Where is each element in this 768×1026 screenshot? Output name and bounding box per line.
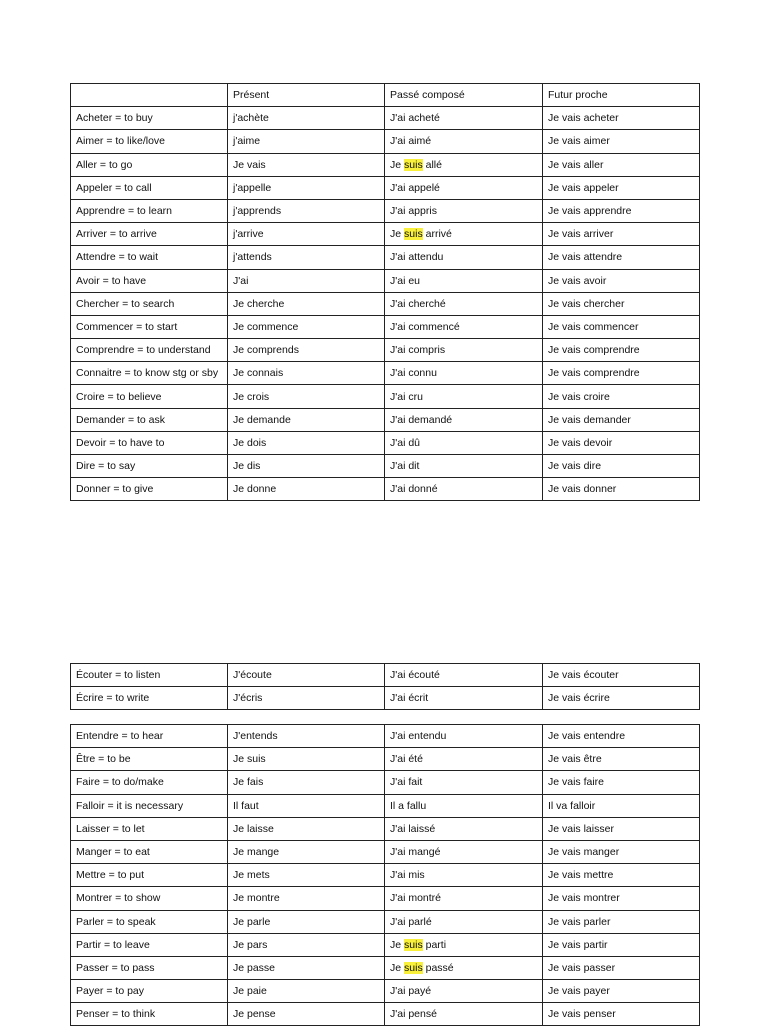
table-cell: J'ai pensé [385, 1003, 543, 1026]
table-cell: Je vais devoir [543, 431, 700, 454]
verb-table-2-body [71, 664, 700, 710]
table-row [71, 794, 700, 817]
table-cell: j'arrive [228, 223, 385, 246]
cell-text: parti [422, 938, 447, 951]
table-cell: J'ai [228, 269, 385, 292]
cell-text: allé [422, 158, 442, 171]
table-cell: Il va falloir [543, 794, 700, 817]
cell-text: Je [390, 228, 405, 241]
table-row [71, 385, 700, 408]
table-row [71, 130, 700, 153]
table-cell: Mettre = to put [71, 864, 228, 887]
table-cell: Je pense [228, 1003, 385, 1026]
table-cell: Je vais penser [543, 1003, 700, 1026]
table-cell: Dire = to say [71, 455, 228, 478]
table-cell: Je vais être [543, 748, 700, 771]
table-row [71, 431, 700, 454]
table-cell: Je paie [228, 980, 385, 1003]
table-cell: J'ai appelé [385, 176, 543, 199]
table-row [71, 956, 700, 979]
highlighted-text: suis [404, 938, 423, 951]
table-row [71, 817, 700, 840]
table-row [71, 455, 700, 478]
table-cell: Je vais attendre [543, 246, 700, 269]
verb-table-2 [70, 663, 700, 710]
table-cell: J'ai appris [385, 199, 543, 222]
table-cell: J'ai écouté [385, 664, 543, 687]
table-row [71, 199, 700, 222]
table-cell: Je vais aller [543, 153, 700, 176]
table-cell: Je comprends [228, 339, 385, 362]
table-cell: J'ai écrit [385, 687, 543, 710]
table-cell: J'ai mangé [385, 840, 543, 863]
table-row [71, 887, 700, 910]
table-row [71, 153, 700, 176]
table-row [71, 864, 700, 887]
table-cell: Je vais commencer [543, 315, 700, 338]
table-cell: Je fais [228, 771, 385, 794]
table-cell: J'ai entendu [385, 725, 543, 748]
table-cell: j'achète [228, 107, 385, 130]
table-cell: Je vais mettre [543, 864, 700, 887]
table-cell: Je vais demander [543, 408, 700, 431]
cell-text: Je [390, 938, 405, 951]
table-cell: Je vais [228, 153, 385, 176]
cell-text: Je [390, 158, 405, 171]
table-row [71, 246, 700, 269]
table-cell: Je vais arriver [543, 223, 700, 246]
highlighted-text: suis [404, 158, 423, 171]
table-cell: Payer = to pay [71, 980, 228, 1003]
table-cell: J'ai attendu [385, 246, 543, 269]
table-row [71, 771, 700, 794]
table-row [71, 840, 700, 863]
table-row [71, 176, 700, 199]
table-cell: Je vais faire [543, 771, 700, 794]
table-cell: J'ai parlé [385, 910, 543, 933]
verb-table-3 [70, 724, 700, 1026]
table-cell: J'ai montré [385, 887, 543, 910]
table-cell: J'ai commencé [385, 315, 543, 338]
table-cell: Je vais laisser [543, 817, 700, 840]
table-cell: Laisser = to let [71, 817, 228, 840]
table-cell: Je vais parler [543, 910, 700, 933]
table-cell: Je montre [228, 887, 385, 910]
table-row [71, 478, 700, 501]
table-row [71, 408, 700, 431]
highlighted-text: suis [404, 228, 423, 241]
table-cell: Falloir = it is necessary [71, 794, 228, 817]
table-cell: J'entends [228, 725, 385, 748]
table-cell: J'ai payé [385, 980, 543, 1003]
table-cell: Aller = to go [71, 153, 228, 176]
table-cell: Je donne [228, 478, 385, 501]
table-cell: Je suis [228, 748, 385, 771]
table-cell: Je vais croire [543, 385, 700, 408]
table-row [71, 339, 700, 362]
table-cell: Je crois [228, 385, 385, 408]
table-cell: Je vais écrire [543, 687, 700, 710]
table-cell: J'ai compris [385, 339, 543, 362]
table-cell: Je vais payer [543, 980, 700, 1003]
table-cell: Partir = to leave [71, 933, 228, 956]
table-cell: Je cherche [228, 292, 385, 315]
table-cell: Apprendre = to learn [71, 199, 228, 222]
table-cell: Faire = to do/make [71, 771, 228, 794]
header-row [71, 84, 700, 107]
table-row [71, 107, 700, 130]
table-cell: Je mange [228, 840, 385, 863]
table-cell: J'ai été [385, 748, 543, 771]
table-cell: Je vais avoir [543, 269, 700, 292]
table-row [71, 933, 700, 956]
table-cell: Je vais comprendre [543, 339, 700, 362]
table-cell: Montrer = to show [71, 887, 228, 910]
table-cell: J'ai donné [385, 478, 543, 501]
table-cell: Écrire = to write [71, 687, 228, 710]
table-cell: Il a fallu [385, 794, 543, 817]
table-cell: Avoir = to have [71, 269, 228, 292]
table-cell: Chercher = to search [71, 292, 228, 315]
table-cell: J'écoute [228, 664, 385, 687]
table-cell: Croire = to believe [71, 385, 228, 408]
table-cell: Je passe [228, 956, 385, 979]
table-cell: j'aime [228, 130, 385, 153]
cell-text: Je [390, 961, 405, 974]
table-cell: J'ai acheté [385, 107, 543, 130]
table-row [71, 725, 700, 748]
table-cell: J'ai connu [385, 362, 543, 385]
table-cell: Je commence [228, 315, 385, 338]
table-cell: Je vais donner [543, 478, 700, 501]
table-cell: J'ai cherché [385, 292, 543, 315]
table-cell: Je vais appeler [543, 176, 700, 199]
table-row [71, 748, 700, 771]
table-cell: Demander = to ask [71, 408, 228, 431]
table-row [71, 980, 700, 1003]
cell-text: passé [422, 961, 454, 974]
table-cell: Je parle [228, 910, 385, 933]
table-cell: Je vais écouter [543, 664, 700, 687]
table-row [71, 315, 700, 338]
table-cell: Je vais partir [543, 933, 700, 956]
table-cell: J'ai demandé [385, 408, 543, 431]
table-cell: Je dis [228, 455, 385, 478]
table-cell: Aimer = to like/love [71, 130, 228, 153]
table-cell: Je vais montrer [543, 887, 700, 910]
table-cell: Passer = to pass [71, 956, 228, 979]
table-cell: Présent [228, 84, 385, 107]
table-cell: Attendre = to wait [71, 246, 228, 269]
table-cell: J'ai dit [385, 455, 543, 478]
table-cell: Je demande [228, 408, 385, 431]
table-cell: J'ai mis [385, 864, 543, 887]
table-cell [385, 153, 543, 176]
table-cell: Je vais comprendre [543, 362, 700, 385]
table-cell: Penser = to think [71, 1003, 228, 1026]
table-row [71, 269, 700, 292]
table-cell: Passé composé [385, 84, 543, 107]
highlighted-text: suis [404, 961, 423, 974]
table-cell: Il faut [228, 794, 385, 817]
table-cell: Je vais entendre [543, 725, 700, 748]
table-cell: Je pars [228, 933, 385, 956]
table-cell: Devoir = to have to [71, 431, 228, 454]
table-cell: Je vais chercher [543, 292, 700, 315]
table-cell [71, 84, 228, 107]
table-cell: Donner = to give [71, 478, 228, 501]
table-row [71, 910, 700, 933]
table-cell: Je mets [228, 864, 385, 887]
verb-table-1-body [71, 84, 700, 501]
table-cell: j'attends [228, 246, 385, 269]
table-cell: Entendre = to hear [71, 725, 228, 748]
table-cell: J'écris [228, 687, 385, 710]
table-cell: Je vais manger [543, 840, 700, 863]
table-cell: J'ai eu [385, 269, 543, 292]
table-cell: Connaitre = to know stg or sby [71, 362, 228, 385]
table-cell: Acheter = to buy [71, 107, 228, 130]
cell-text: arrivé [422, 228, 452, 241]
table-cell: Futur proche [543, 84, 700, 107]
table-cell: Je vais acheter [543, 107, 700, 130]
table-cell: Comprendre = to understand [71, 339, 228, 362]
table-row [71, 223, 700, 246]
table-cell: j'apprends [228, 199, 385, 222]
table-cell: Je dois [228, 431, 385, 454]
table-cell: J'ai aimé [385, 130, 543, 153]
table-cell: Écouter = to listen [71, 664, 228, 687]
table-cell: Appeler = to call [71, 176, 228, 199]
table-cell: Je vais dire [543, 455, 700, 478]
table-row [71, 362, 700, 385]
table-cell: J'ai laissé [385, 817, 543, 840]
table-cell: Je connais [228, 362, 385, 385]
table-cell: Je vais apprendre [543, 199, 700, 222]
table-cell: Arriver = to arrive [71, 223, 228, 246]
table-cell: J'ai cru [385, 385, 543, 408]
verb-table-1 [70, 83, 700, 501]
table-cell [385, 956, 543, 979]
table-cell [385, 223, 543, 246]
table-cell: Parler = to speak [71, 910, 228, 933]
table-cell: J'ai fait [385, 771, 543, 794]
table-row [71, 687, 700, 710]
table-cell [385, 933, 543, 956]
table-cell: Je laisse [228, 817, 385, 840]
table-cell: Manger = to eat [71, 840, 228, 863]
table-row [71, 1003, 700, 1026]
verb-table-3-body [71, 725, 700, 1026]
table-cell: j'appelle [228, 176, 385, 199]
table-cell: Être = to be [71, 748, 228, 771]
table-cell: J'ai dû [385, 431, 543, 454]
table-cell: Je vais aimer [543, 130, 700, 153]
table-cell: Je vais passer [543, 956, 700, 979]
table-row [71, 664, 700, 687]
table-row [71, 292, 700, 315]
table-cell: Commencer = to start [71, 315, 228, 338]
